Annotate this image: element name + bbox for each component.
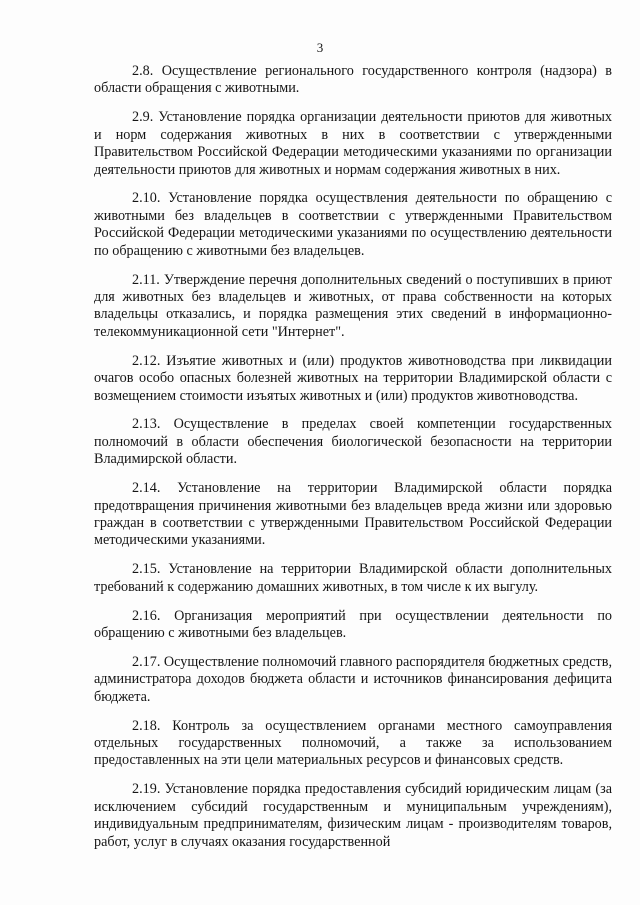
paragraph-number: 2.8. [132, 63, 154, 79]
paragraph-text: Осуществление в пределах своей компетенции государственных полномочий в области обеспечения биологической безопасности на территории Владимирской области. [94, 416, 612, 468]
paragraph-number: 2.13. [132, 416, 161, 433]
paragraph-2-12 [94, 353, 612, 405]
paragraph-text: Установление порядка осуществления деятельности по обращению с животными без владельцев в соответствии с утвержденными Правительством Российской Федерации методическими указаниями по осуществлению деятельности по обращению с животными без владельцев. [94, 190, 612, 259]
paragraph-2-15 [94, 561, 612, 596]
paragraph-2-19 [94, 781, 612, 851]
paragraph-text: Организация мероприятий при осуществлении деятельности по обращению с животными без владельцев. [94, 607, 613, 641]
paragraph-2-11 [94, 272, 612, 342]
paragraph-text: Утверждение перечня дополнительных сведений о поступивших в приют для животных без владельцев и животных, от права собственности на которых владельцы отказались, и порядка размещения этих сведений в информационно-телекоммуникационной сети "Интернет". [94, 271, 612, 340]
paragraph-2-13 [94, 416, 612, 468]
paragraph-number: 2.14. [132, 480, 161, 497]
page-number: 3 [316, 40, 324, 55]
paragraph-text: Контроль за осуществлением органами местного самоуправления отдельных государственных полномочий, а также за использованием предоставленных на эти цели материальных ресурсов и финансовых средств. [94, 717, 613, 769]
paragraph-text: Установление порядка организации деятельности приютов для животных и норм содержания животных в них в соответствии с утвержденными Правительством Российской Федерации методическими указаниями по организации деятельности приютов для животных и нормам содержания животных в них. [94, 109, 612, 178]
paragraph-number: 2.18. [132, 717, 161, 734]
paragraph-2-14 [94, 480, 612, 550]
paragraph-text: Изъятие животных и (или) продуктов животноводства при ликвидации очагов особо опасных болезней животных на территории Владимирской области с возмещением стоимости изъятых животных и (или) продуктов животноводства. [94, 352, 612, 404]
paragraph-2-10 [94, 190, 612, 260]
paragraph-number: 2.17. [132, 653, 161, 670]
paragraph-2-8 [94, 63, 612, 98]
paragraph-number: 2.11. [132, 271, 160, 288]
paragraph-number: 2.9. [132, 109, 154, 126]
paragraph-number: 2.12. [132, 352, 161, 369]
paragraph-text: Осуществление регионального государственного контроля (надзора) в области обращения с животными. [94, 63, 613, 97]
paragraph-text: Установление на территории Владимирской области порядка предотвращения причинения животными без владельцев вреда жизни или здоровью граждан в соответствии с утвержденными Правительством Российской Федерации методическими указаниями. [94, 480, 612, 549]
paragraph-text: Осуществление полномочий главного распорядителя бюджетных средств, администратора доходов бюджета области и источников финансирования дефицита бюджета. [94, 653, 613, 705]
paragraph-number: 2.15. [132, 561, 161, 578]
paragraph-number: 2.16. [132, 607, 161, 624]
paragraph-number: 2.19. [132, 781, 161, 798]
document-body [94, 63, 612, 862]
paragraph-number: 2.10. [132, 190, 161, 207]
paragraph-2-17 [94, 654, 612, 706]
paragraph-2-9 [94, 109, 612, 179]
paragraph-text: Установление на территории Владимирской области дополнительных требований к содержанию домашних животных, в том числе к их выгулу. [94, 561, 613, 595]
paragraph-2-16 [94, 608, 612, 643]
paragraph-text: Установление порядка предоставления субсидий юридическим лицам (за исключением субсидий государственным и муниципальным учреждениям), индивидуальным предпринимателям, физическим лицам - производителям товаров, работ, услуг в случаях оказания государственной [94, 781, 612, 850]
paragraph-2-18 [94, 718, 612, 770]
